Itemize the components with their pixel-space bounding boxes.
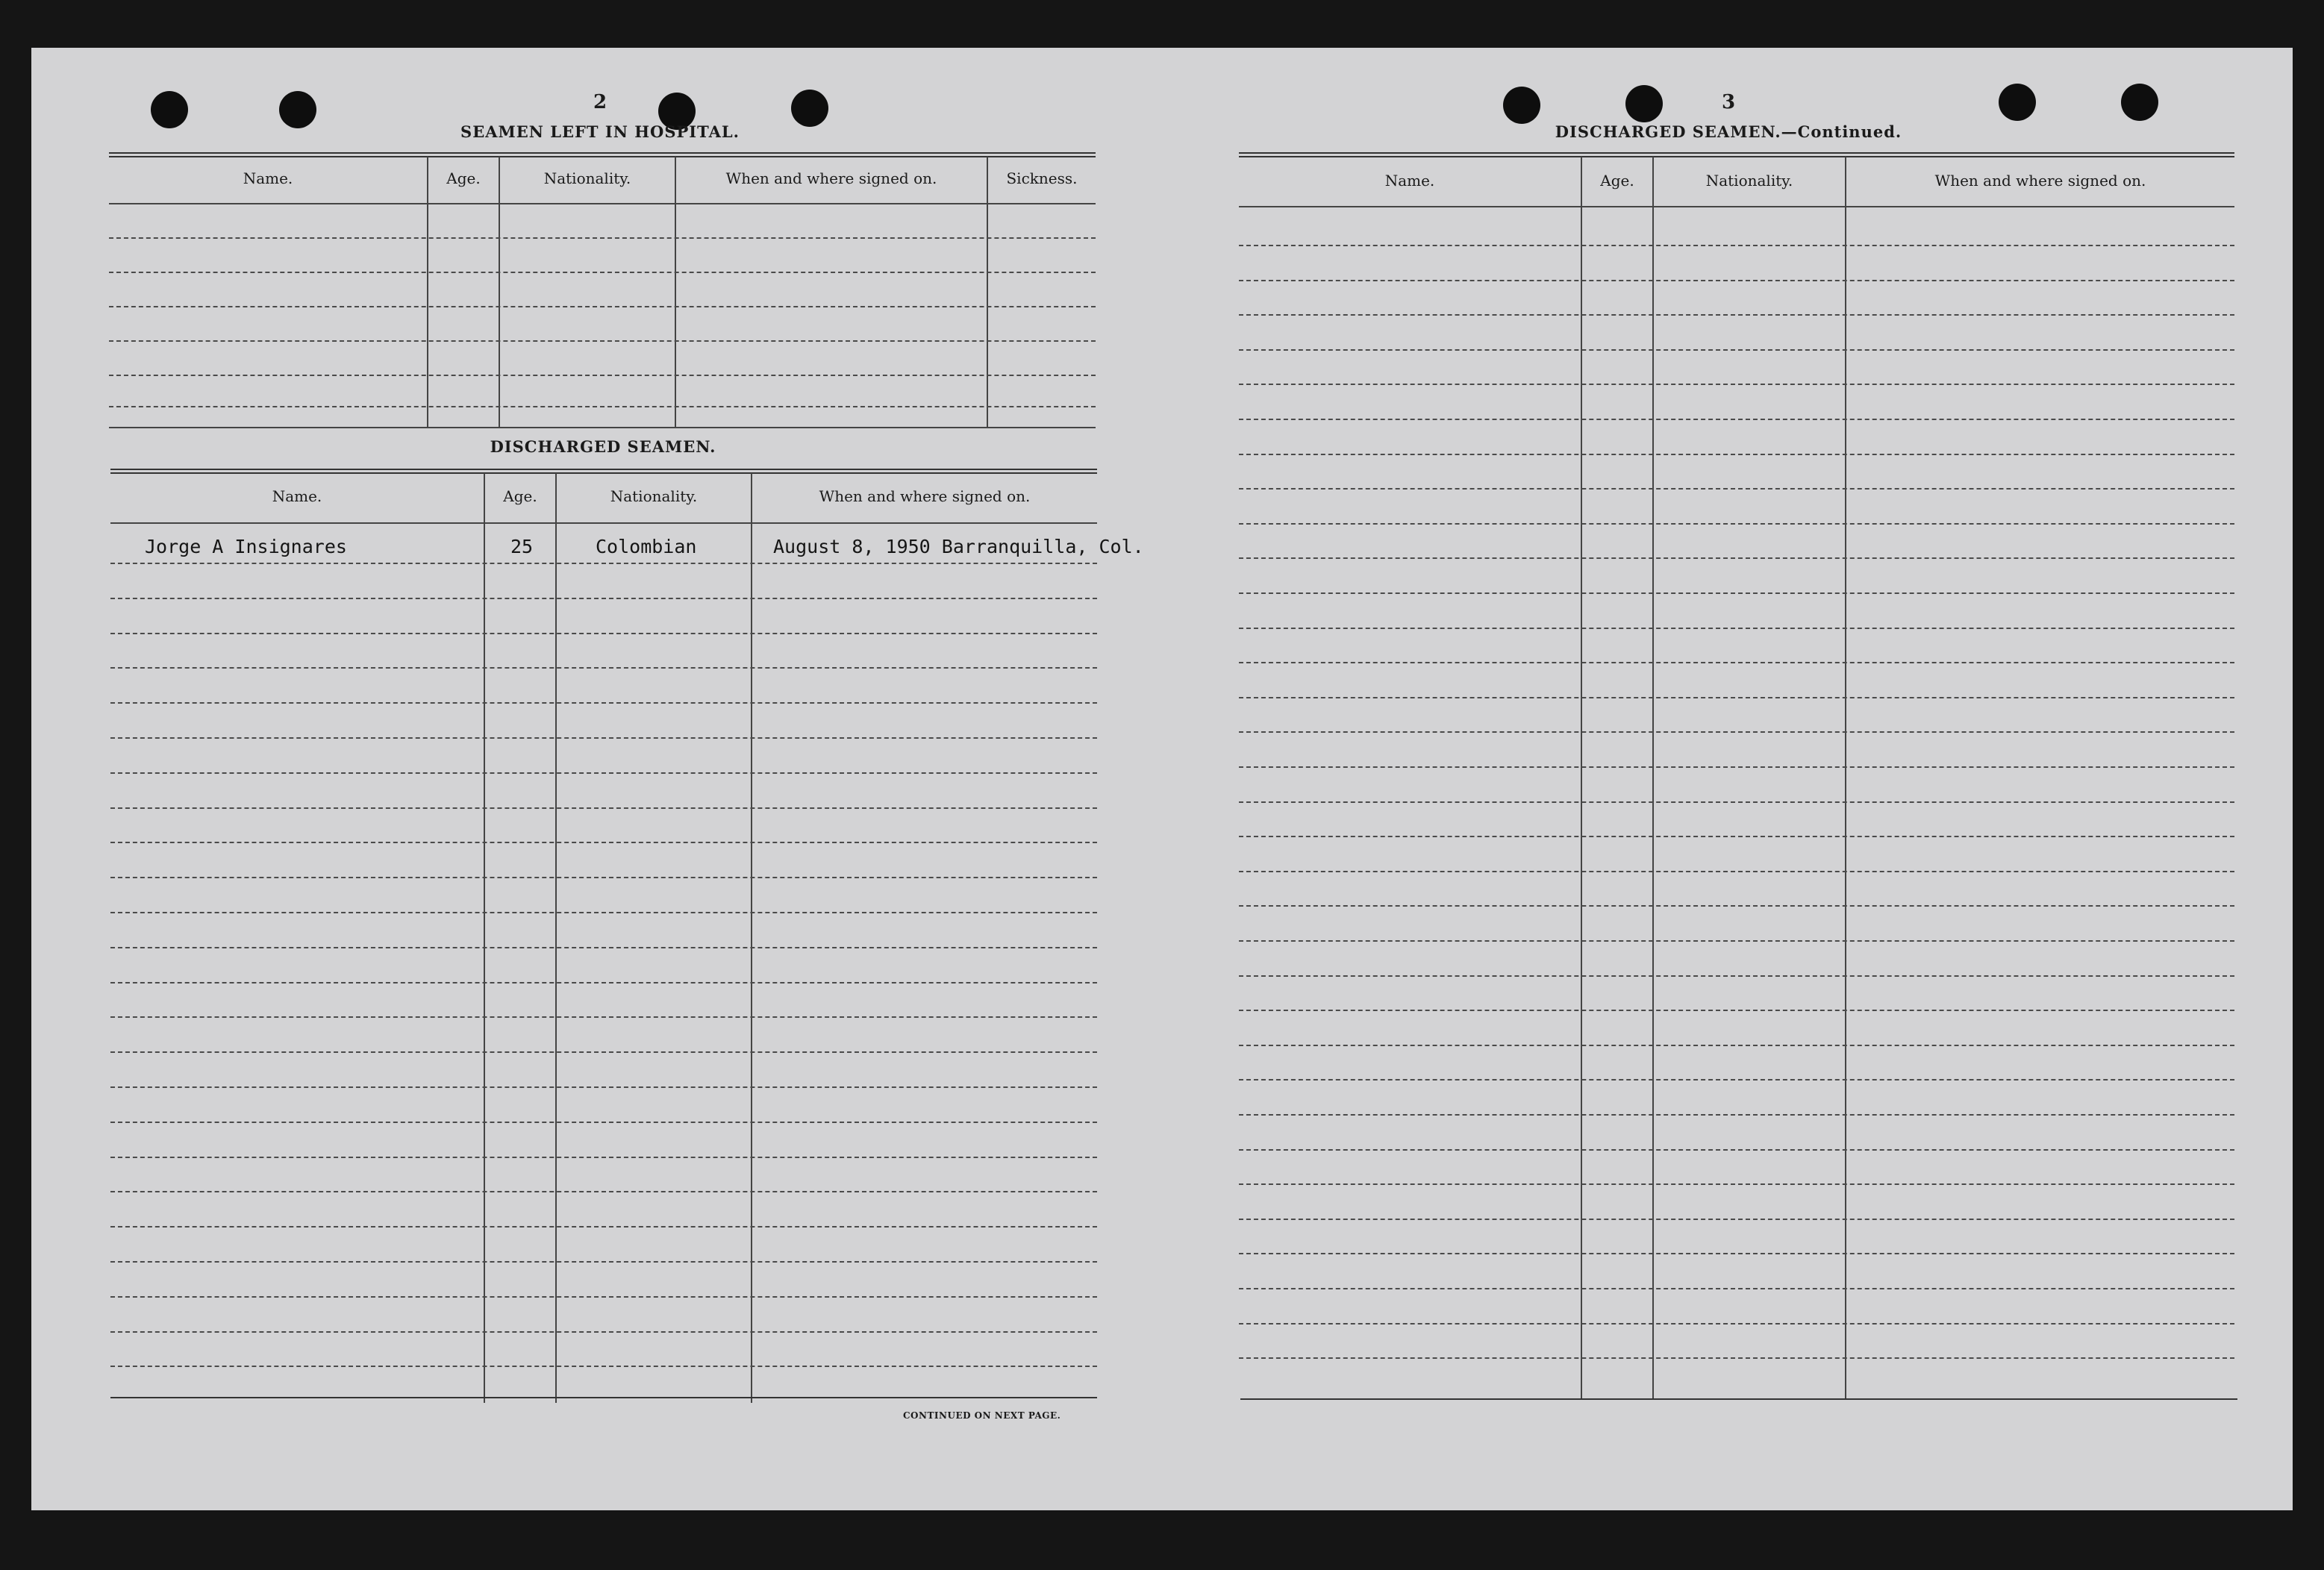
- ruled-line: [110, 1191, 1097, 1192]
- column-header-nationality: Nationality.: [543, 169, 631, 187]
- ruled-line: [110, 912, 1097, 913]
- page-number: 3: [1721, 91, 1736, 113]
- ruled-line: [110, 947, 1097, 948]
- ruled-line: [109, 340, 1096, 342]
- ruled-line: [1239, 731, 2234, 733]
- ruled-line: [1239, 1357, 2234, 1359]
- ruled-line: [1239, 523, 2234, 525]
- column-header-signed-on: When and where signed on.: [725, 169, 937, 187]
- hospital-section-title: SEAMEN LEFT IN HOSPITAL.: [460, 122, 740, 141]
- column-header-name: Name.: [243, 169, 293, 187]
- ruled-line: [1239, 801, 2234, 803]
- ruled-line: [110, 1366, 1097, 1367]
- ruled-line: [1239, 1045, 2234, 1046]
- ruled-line: [1239, 557, 2234, 559]
- ruled-line: [110, 772, 1097, 774]
- ruled-line: [1239, 1114, 2234, 1116]
- ruled-line: [110, 1261, 1097, 1263]
- ruled-line: [1239, 419, 2234, 420]
- ruled-line: [1239, 1219, 2234, 1220]
- ruled-line: [110, 633, 1097, 634]
- punch-hole: [151, 91, 188, 128]
- entry-signed-on: August 8, 1950 Barranquilla, Col.: [773, 536, 1144, 557]
- ruled-line: [1239, 1149, 2234, 1151]
- ruled-line: [109, 272, 1096, 273]
- ruled-line: [1239, 488, 2234, 490]
- column-header-age: Age.: [503, 487, 537, 505]
- ruled-line: [110, 1016, 1097, 1018]
- column-header-nationality: Nationality.: [1705, 172, 1793, 190]
- document-sheet: [31, 48, 2293, 1510]
- punch-hole: [1503, 87, 1540, 124]
- ruled-line: [110, 1157, 1097, 1158]
- column-header-name: Name.: [1384, 172, 1435, 190]
- ruled-line: [110, 1331, 1097, 1333]
- column-header-nationality: Nationality.: [610, 487, 698, 505]
- column-header-sickness: Sickness.: [1006, 169, 1078, 187]
- ruled-line: [1239, 592, 2234, 594]
- ruled-line: [110, 667, 1097, 669]
- ruled-line: [1239, 628, 2234, 629]
- punch-hole: [2121, 84, 2158, 121]
- ruled-line: [1239, 1183, 2234, 1185]
- ruled-line: [1239, 697, 2234, 698]
- discharged-table-left: [110, 469, 1144, 1403]
- ruled-line: [110, 1086, 1097, 1088]
- column-header-signed-on: When and where signed on.: [1934, 172, 2146, 190]
- ruled-line: [1239, 905, 2234, 907]
- ruled-line: [110, 982, 1097, 983]
- ruled-line: [109, 306, 1096, 307]
- ruled-line: [110, 563, 1097, 564]
- ruled-line: [1239, 975, 2234, 977]
- ruled-line: [1239, 836, 2234, 837]
- ruled-line: [1239, 1253, 2234, 1254]
- ruled-line: [1239, 662, 2234, 663]
- ruled-line: [109, 406, 1096, 407]
- ruled-line: [1239, 940, 2234, 942]
- ruled-line: [110, 702, 1097, 704]
- ruled-line: [1239, 1288, 2234, 1289]
- ruled-line: [110, 1226, 1097, 1227]
- discharged-table-right: [1239, 152, 2234, 1406]
- ruled-line: [109, 375, 1096, 376]
- punch-hole: [791, 90, 828, 127]
- entry-nationality: Colombian: [596, 536, 697, 557]
- ruled-line: [110, 877, 1097, 878]
- column-header-age: Age.: [1600, 172, 1634, 190]
- ruled-line: [1239, 1079, 2234, 1080]
- hospital-table: [109, 152, 1096, 428]
- ruled-line: [1239, 454, 2234, 455]
- ruled-line: [110, 1051, 1097, 1053]
- discharged-continued-title: DISCHARGED SEAMEN.—Continued.: [1555, 122, 1902, 141]
- punch-hole: [1999, 84, 2036, 121]
- column-header-signed-on: When and where signed on.: [819, 487, 1031, 505]
- ruled-line: [110, 1296, 1097, 1298]
- ruled-line: [1239, 1010, 2234, 1011]
- continued-note: CONTINUED ON NEXT PAGE.: [903, 1410, 1061, 1421]
- entry-age: 25: [510, 536, 534, 557]
- ruled-line: [1239, 280, 2234, 281]
- discharged-section-title: DISCHARGED SEAMEN.: [490, 437, 716, 456]
- ruled-line: [1239, 871, 2234, 872]
- ruled-line: [110, 807, 1097, 809]
- punch-hole: [1625, 85, 1663, 122]
- ruled-line: [1239, 384, 2234, 385]
- ruled-line: [1239, 766, 2234, 768]
- page-number: 2: [593, 91, 607, 113]
- ruled-line: [1239, 349, 2234, 351]
- ruled-line: [110, 1122, 1097, 1123]
- column-header-age: Age.: [446, 169, 481, 187]
- ruled-line: [110, 598, 1097, 599]
- punch-hole: [279, 91, 316, 128]
- ruled-line: [1239, 314, 2234, 316]
- column-header-name: Name.: [272, 487, 322, 505]
- ruled-line: [110, 842, 1097, 843]
- ruled-line: [1239, 1323, 2234, 1325]
- entry-name: Jorge A Insignares: [145, 536, 347, 557]
- ruled-line: [110, 737, 1097, 739]
- ruled-line: [1239, 245, 2234, 246]
- ruled-line: [109, 237, 1096, 239]
